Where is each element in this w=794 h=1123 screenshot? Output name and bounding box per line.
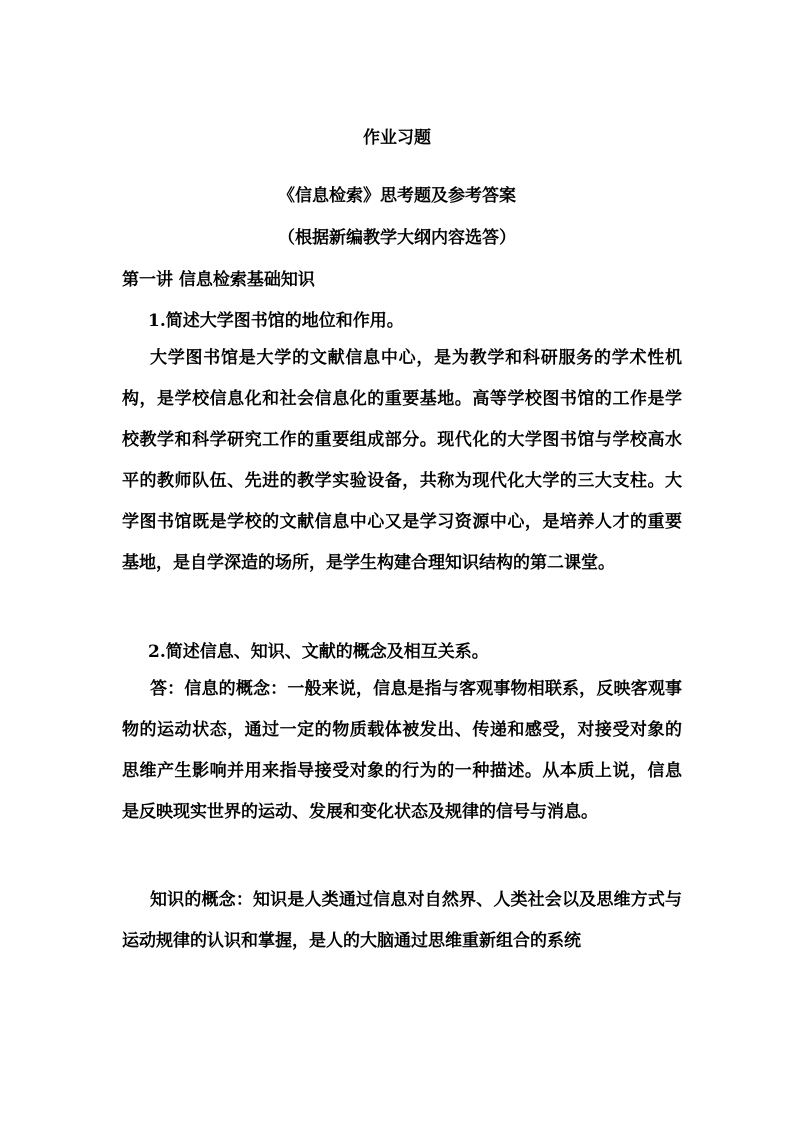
answer-2-paragraph-1: 答：信息的概念：一般来说，信息是指与客观事物相联系，反映客观事物的运动状态，通过一定的物质载体被发出、传递和感受，对接受对象的思维产生影响并用来指导接受对象的行为的一种描述。从本质上说，信息是反映现实世界的运动、发展和变化状态及规律的信号与消息。 [122,679,682,822]
document-subtitle: 《信息检索》思考题及参考答案 [278,186,516,206]
answer-2-paragraph-2: 知识的概念：知识是人类通过信息对自然界、人类社会以及思维方式与运动规律的认识和掌握，是人的大脑通过思维重新组合的系统 [122,890,682,951]
document-note: （根据新编教学大纲内容选答） [278,228,516,248]
question-2: 2.简述信息、知识、文献的概念及相互关系。 [148,642,489,662]
question-1: 1.简述大学图书馆的地位和作用。 [148,311,404,331]
document-title: 作业习题 [363,128,431,148]
answer-1-paragraph: 大学图书馆是大学的文献信息中心，是为教学和科研服务的学术性机构，是学校信息化和社会信息化的重要基地。高等学校图书馆的工作是学校教学和科学研究工作的重要组成部分。现代化的大学图书馆与学校高水平的教师队伍、先进的教学实验设备，共称为现代化大学的三大支柱。大学图书馆既是学校的文献信息中心又是学习资源中心，是培养人才的重要基地，是自学深造的场所，是学生构建合理知识结构的第二课堂。 [122,348,682,573]
section-heading: 第一讲 信息检索基础知识 [122,270,315,290]
